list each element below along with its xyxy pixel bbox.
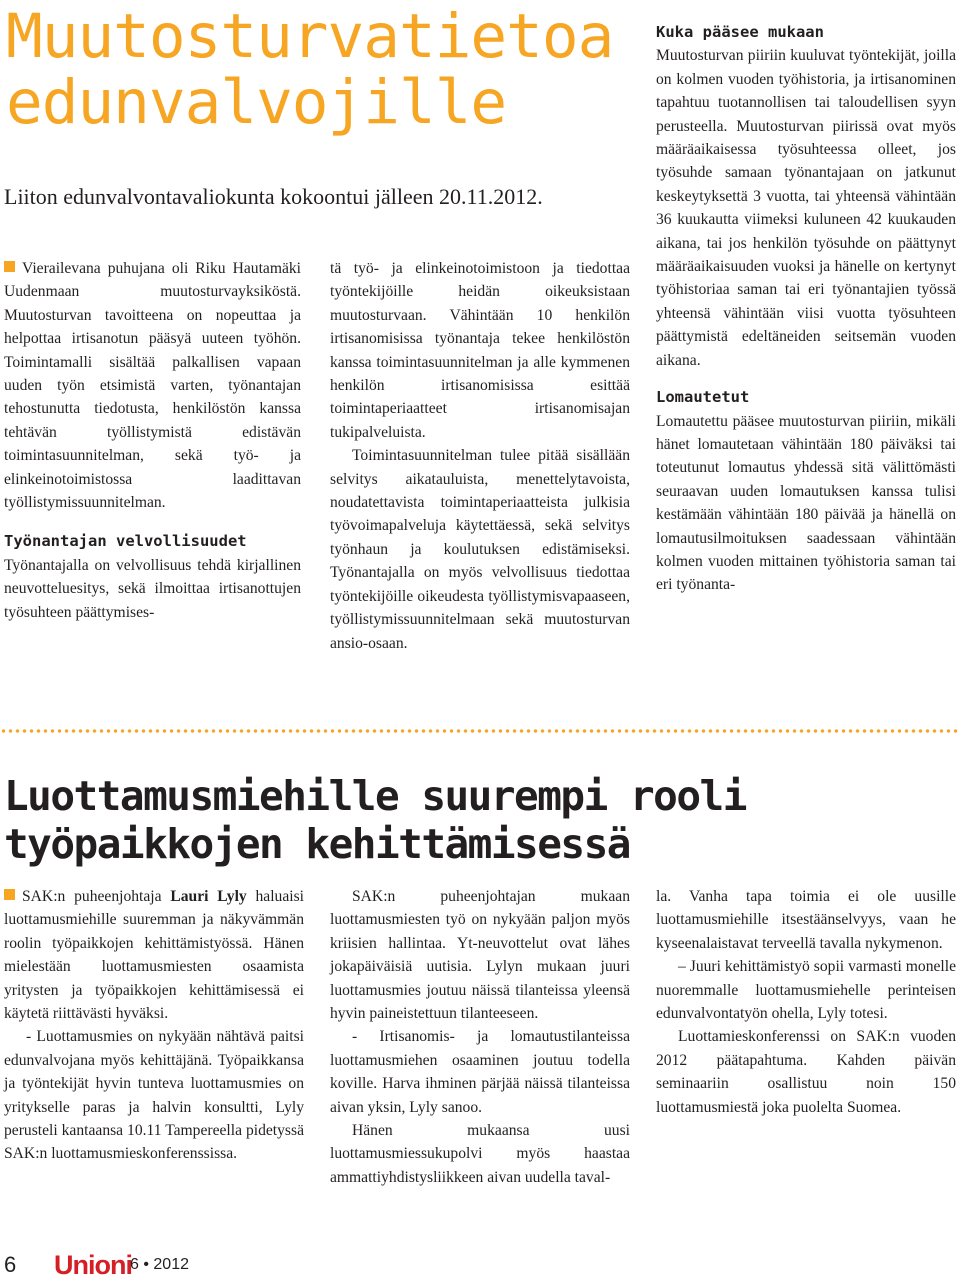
square-bullet-icon [4, 889, 15, 900]
article2-headline: Luottamusmiehille suurempi rooli työpaikkojen kehittämisessä [4, 772, 746, 868]
article1-col2-paragraph-1: tä työ- ja elinkeinotoimistoon ja tiedottaa työntekijöille heidän oikeuksistaan muutosturvaan. Vähintään 10 henkilön irtisanomisissa työnantaja tekee henkilöstön kanssa toimintasuunnitelman ja alle kymmenen henkilön irtisanomisissa esittää toimintaperiaatteet irtisanomisajan tukipalveluista. [330, 260, 630, 441]
article1-column-2 [330, 257, 630, 655]
person-name-lauri-lyly: Lauri Lyly [170, 888, 247, 905]
article2-col2-paragraph-3: Hänen mukaansa uusi luottamusmiessukupolvi myös haastaa ammattiyhdistysliikkeen aivan uudella taval- [330, 1122, 630, 1186]
article1-col1-paragraph-2: Työnantajalla on velvollisuus tehdä kirjallinen neuvotteluesitys, sekä ilmoittaa irtisanottujen työsuhteen päättymises- [4, 556, 301, 621]
article1-col2-paragraph-2: Toimintasuunnitelman tulee pitää sisällään selvitys aikatauluista, menettelytavoista, noudatettavista toimintaperiaatteista julkisia työvoimapalveluja käytettäessä, sekä selvitys työnhaun ja koulutuksen edistämiseksi. Työnantajalla on myös velvollisuus tiedottaa työntekijöille oikeudesta työllistymisvapaaseen, työllistymissuunnitelmaan sekä muutosturvan ansio-osaan. [330, 447, 630, 652]
section-heading-laid-off: Lomautetut [656, 388, 750, 407]
square-bullet-icon [4, 261, 15, 272]
page-headline: Muutosturvatietoa edunvalvojille [6, 1, 614, 138]
section-heading-employer-duties: Työnantajan velvollisuudet [4, 532, 247, 551]
page-number: 6 [4, 1252, 17, 1277]
article2-col2-paragraph-2: - Irtisanomis- ja lomautustilanteissa luottamusmiehen osaaminen joutuu todella koville. Harva ihminen pärjää näissä tilanteissa aivan yksin, Lyly sanoo. [330, 1028, 630, 1116]
issue-number: 6 • 2012 [130, 1256, 189, 1273]
article1-col1-paragraph-1: Vierailevana puhujana oli Riku Hautamäki Uudenmaan muutosturvayksiköstä. Muutosturvan tavoitteena on nopeuttaa ja helpottaa irtisanotun pääsyä uuteen työhön. Toimintamalli sisältää palkallisen vapaan uuden työn etsimistä varten, työnantajan tehostunutta tiedotusta, henkilöstön kanssa tehtävän työllistymistä edistävän toimintasuunnitelman, sekä työ- ja elinkeinotoimistossa laadittavan työllistymissuunnitelman. [4, 260, 301, 512]
article1-col3-paragraph-1: Muutosturvan piiriin kuuluvat työntekijät, joilla on kolmen vuoden työhistoria, ja irtisanominen tapahtuu tuotannollisen tai taloudellisen syyn perusteella. Muutosturvan piirissä ovat myös määräaikaisessa työsuhteessa olleet, jos työsuhde samaan työnantajaan on jatkunut keskeytyksettä 3 vuotta, tai yhteensä vähintään 36 kuukautta viimeksi kuluneen 42 kuukauden aikana, tai jos henkilön työsuhde on päättynyt määräaikaisuuden vuoksi ja hänelle on kertynyt työhistoriaa saman tai eri työnantajien työssä yhteensä vähintään viisi vuotta työsuhteen päättymistä edeltäneiden seitsemän vuoden aikana. [656, 47, 956, 369]
article2-col3-paragraph-3: Luottamieskonferenssi on SAK:n vuoden 2012 päätapahtuma. Kahden päivän seminaariin osallistuu noin 150 luottamusmiestä joka puolelta Suomea. [656, 1028, 956, 1116]
article2-col1-paragraph-2: - Luottamusmies on nykyään nähtävä paitsi edunvalvojana myös kehittäjänä. Työpaikkansa ja työntekijät hyvin tunteva luottamusmies on yritykselle paras ja halvin konsultti, Lyly perusteli kantaansa 10.11 Tampereella pidetyssä SAK:n luottamusmieskonferenssissa. [4, 1028, 304, 1163]
article2-col3-paragraph-2: – Juuri kehittämistyö sopii varmasti monelle nuoremmalle luottamusmiehelle perinteisen edunvalvontatyön ohella, Lyly totesi. [656, 958, 956, 1023]
article2-col1-paragraph-1: SAK:n puheenjohtaja Lauri Lyly haluaisi luottamusmiehille suuremman ja näkyvämmän roolin työpaikkojen kehittämistyössä. Hänen mielestään luottamusmiesten osaamista yritysten ja työpaikkojen kehittämisessä ei käytetä riittävästi hyväksi. [4, 888, 304, 1023]
article1-col3-paragraph-2: Lomautettu pääsee muutosturvan piiriin, mikäli hänet lomautetaan vähintään 180 päiväksi tai toteutunut lomautus yhdessä sitä välittömästi seuraavan uuden lomautuksen kanssa tulisi kestämään vähintään 180 päivää ja hänellä on lomautusilmoituksen saadessaan vähintään kolmen vuoden mittainen työhistoria saman tai eri työnanta- [656, 412, 956, 594]
article2-col3-paragraph-1: la. Vanha tapa toimia ei ole uusille luottamusmiehille itsestäänselvyys, vaan he kyseenalaistavat terveellä tavalla nykymenon. [656, 888, 956, 952]
article2-column-2 [330, 885, 630, 1189]
article2-column-1 [4, 885, 304, 1166]
page-subheadline: Liiton edunvalvontavaliokunta kokoontui jälleen 20.11.2012. [4, 184, 543, 209]
dotted-divider [0, 728, 960, 734]
section-heading-who-qualifies: Kuka pääsee mukaan [656, 23, 824, 41]
article1-column-1 [4, 257, 301, 624]
magazine-logo: Unioni [54, 1250, 132, 1280]
article2-col2-paragraph-1: SAK:n puheenjohtajan mukaan luottamusmiesten työ on nykyään paljon myös kriisien hallintaa. Yt-neuvottelut ovat lähes jokapäiväisiä uutisia. Lylyn mukaan juuri luottamusmies joutuu näissä tilanteissa yleensä hyvin paineistettuun tilanteeseen. [330, 888, 630, 1023]
article2-column-3 [656, 885, 956, 1119]
article1-column-3 [656, 21, 956, 597]
